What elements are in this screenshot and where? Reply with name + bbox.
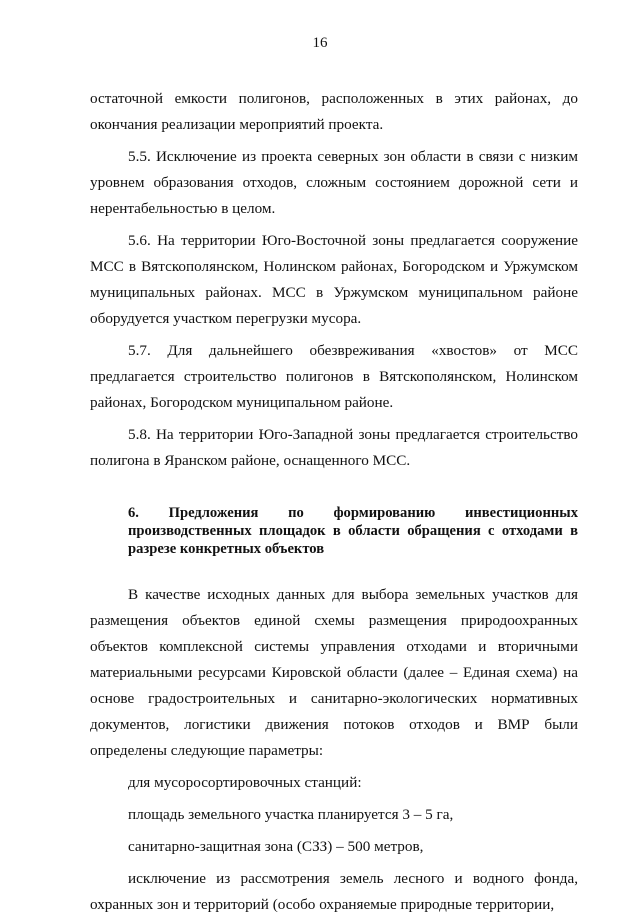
- paragraph-5-8: 5.8. На территории Юго-Западной зоны предлагается строительство полигона в Яранском районе, оснащенного МСС.: [90, 426, 578, 469]
- page-number: 16: [312, 35, 328, 51]
- paragraph-5-5: 5.5. Исключение из проекта северных зон области в связи с низким уровнем образования отходов, сложным состоянием дорожной сети и нерентабельностью в целом.: [90, 148, 578, 217]
- document-body: [90, 86, 578, 918]
- paragraph-continuation: остаточной емкости полигонов, расположенных в этих районах, до окончания реализации мероприятий проекта.: [90, 90, 578, 133]
- list-item: для мусоросортировочных станций:: [128, 774, 362, 791]
- list-item: санитарно-защитная зона (СЗЗ) – 500 метров,: [128, 838, 424, 855]
- paragraph-5-6: 5.6. На территории Юго-Восточной зоны предлагается сооружение МСС в Вятскополянском, Нолинском районах, Богородском и Уржумском муниципальных районах. МСС в Уржумском муниципальном районе оборудуется участком перегрузки мусора.: [90, 232, 578, 327]
- list-item: исключение из рассмотрения земель лесного и водного фонда, охранных зон и территорий (особо охраняемые природные территории,: [90, 870, 578, 913]
- section-title: Предложения по формированию инвестиционных производственных площадок в области обращения с отходами в разрезе конкретных объектов: [128, 505, 578, 557]
- paragraph-5-7: 5.7. Для дальнейшего обезвреживания «хвостов» от МСС предлагается строительство полигонов в Вятскополянском, Нолинском районах, Богородском муниципальном районе.: [90, 342, 578, 411]
- section-number: 6.: [128, 505, 139, 521]
- paragraph-source-data: В качестве исходных данных для выбора земельных участков для размещения объектов единой схемы размещения природоохранных объектов комплексной системы управления отходами и вторичными материальными ресурсами Кировской области (далее – Единая схема) на основе градостроительных и санитарно-экологических нормативных документов, логистики движения потоков отходов и ВМР были определены следующие параметры:: [90, 586, 578, 759]
- section-heading-6: [90, 504, 578, 558]
- list-item: площадь земельного участка планируется 3 – 5 га,: [128, 806, 454, 823]
